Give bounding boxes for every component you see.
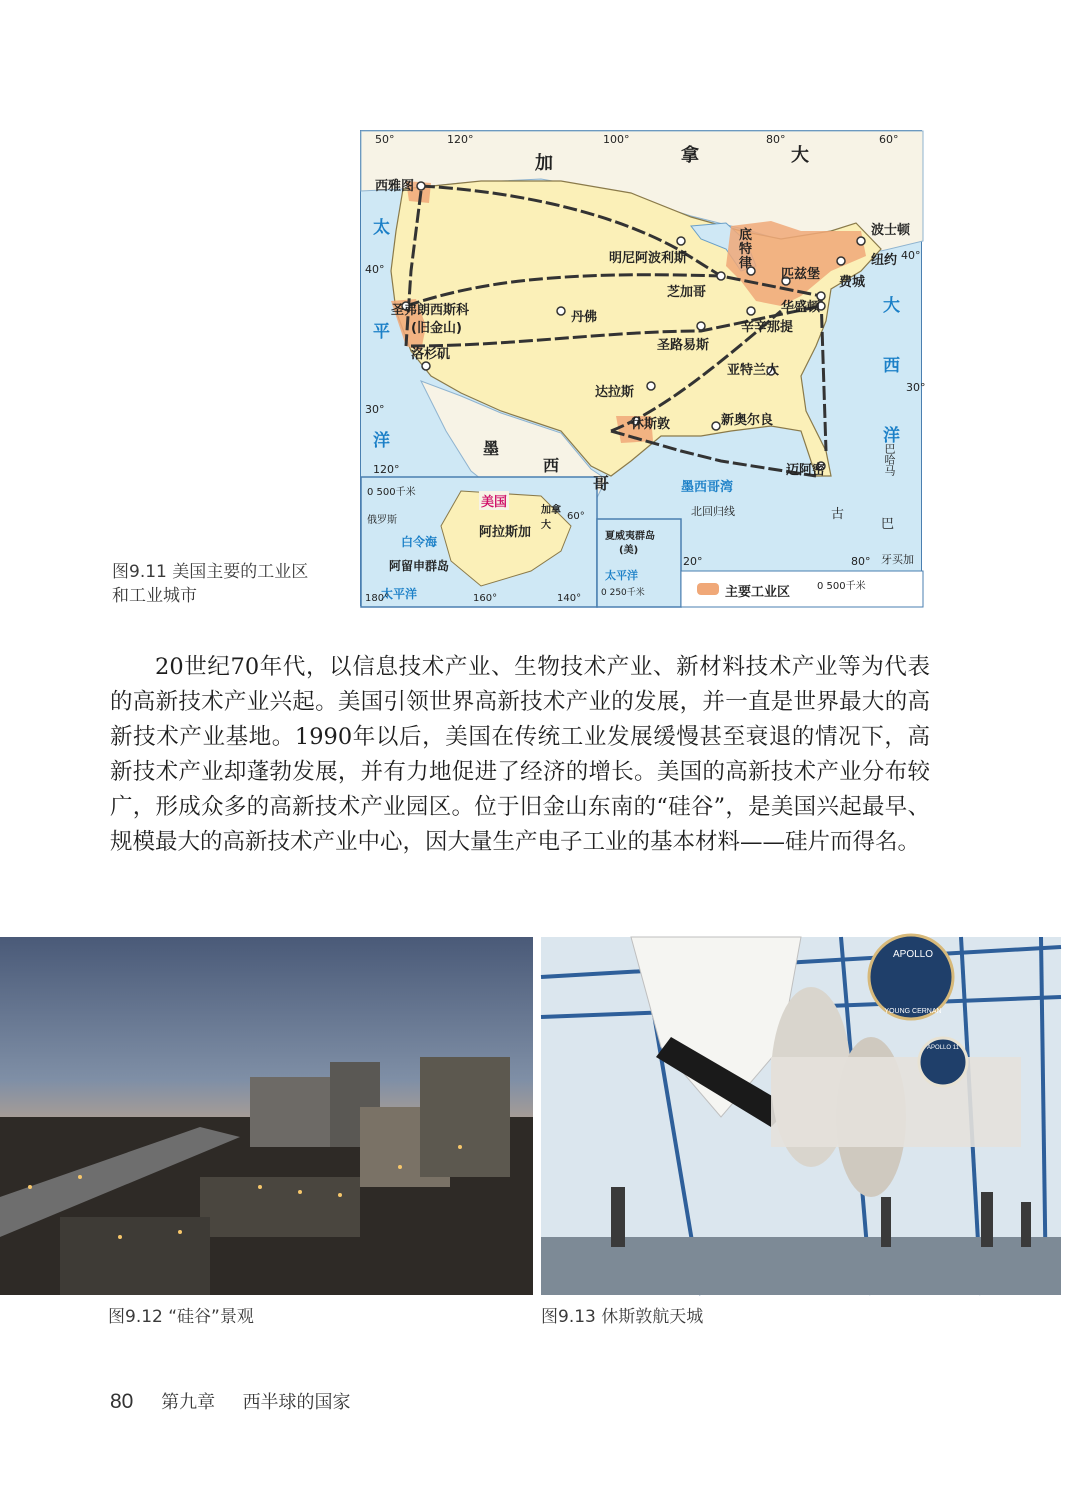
hawaii-pacific: 太平洋 — [605, 569, 638, 582]
map-caption — [112, 560, 352, 608]
city-miami: 迈阿密 — [786, 463, 826, 478]
country-canada-2: 拿 — [681, 145, 699, 166]
lat-label-40e: 40° — [901, 249, 921, 262]
city-newyork: 纽约 — [871, 253, 898, 268]
city-seattle: 西雅图 — [375, 179, 415, 194]
lat-label-120-left: 120° — [373, 463, 400, 476]
apollo-badge-names: YOUNG CERNAN — [884, 1008, 942, 1015]
chapter-title: 西半球的国家 — [242, 1392, 351, 1413]
scale-main: 0 500千米 — [367, 487, 416, 498]
silicon-valley-photo — [0, 937, 533, 1295]
mexico-label-3: 哥 — [593, 474, 610, 493]
mexico-label-2: 西 — [543, 456, 560, 475]
scale-hawaii: 0 250千米 — [601, 588, 645, 598]
alaska-label: 阿拉斯加 — [479, 525, 532, 540]
legend-scale: 0 500千米 — [817, 581, 866, 592]
hawaii-us: (美) — [619, 545, 639, 556]
bering-sea: 白令海 — [401, 535, 438, 549]
bahamas: 巴哈马 — [883, 443, 896, 476]
city-cincinnati: 辛辛那提 — [741, 320, 794, 335]
aleutian-islands: 阿留申群岛 — [389, 559, 450, 573]
jamaica: 牙买加 — [881, 553, 914, 566]
lon-label-60: 60° — [879, 133, 899, 146]
alaska-lon-140: 140° — [557, 593, 582, 604]
lat-label-30e: 30° — [906, 381, 926, 394]
ocean-atlantic-3: 洋 — [883, 426, 900, 446]
alaska-pacific: 太平洋 — [381, 587, 418, 601]
city-atlanta: 亚特兰大 — [727, 363, 780, 378]
alaska-usa-label: 美国 — [479, 491, 509, 510]
gulf-of-mexico: 墨西哥湾 — [681, 480, 734, 495]
map-caption-line1: 图9.11 美国主要的工业区 — [112, 562, 309, 582]
tropic-of-cancer: 北回归线 — [691, 505, 735, 518]
mexico-label-1: 墨 — [483, 439, 500, 458]
alaska-lon-180: 180° — [365, 593, 390, 604]
body-text — [110, 650, 930, 860]
apollo-11-text: APOLLO 11 — [927, 1045, 959, 1051]
lat-label-80-bottom: 80° — [851, 555, 871, 568]
hawaii-label: 夏威夷群岛 — [605, 531, 655, 542]
country-canada-1: 加 — [535, 153, 553, 174]
city-sanfrancisco: 圣弗朗西斯科 — [391, 303, 470, 318]
lon-label-80: 80° — [766, 133, 786, 146]
ocean-pacific-1: 太 — [373, 218, 390, 238]
silicon-valley-caption: 图9.12 “硅谷”景观 — [108, 1307, 254, 1327]
city-stlouis: 圣路易斯 — [657, 338, 710, 353]
cuba-2: 巴 — [881, 517, 895, 532]
legend-label: 主要工业区 — [725, 585, 791, 600]
city-neworleans: 新奥尔良 — [721, 413, 774, 428]
country-canada-3: 大 — [791, 145, 809, 166]
lon-label-100: 100° — [603, 133, 630, 146]
russia-label: 俄罗斯 — [367, 515, 397, 526]
lat-label-40w: 40° — [365, 263, 385, 276]
city-boston: 波士顿 — [871, 223, 911, 238]
alaska-lon-160: 160° — [473, 593, 498, 604]
map-caption-line2: 和工业城市 — [112, 586, 197, 606]
city-houston: 休斯敦 — [631, 417, 671, 432]
city-detroit: 底特律 — [739, 228, 753, 271]
ocean-pacific-2: 平 — [373, 322, 390, 342]
body-paragraph: 20世纪70年代，以信息技术产业、生物技术产业、新材料技术产业等为代表的高新技术产业兴起。美国引领世界高新技术产业的发展，并一直是世界最大的高新技术产业基地。1990年以后，美国在传统工业发展缓慢甚至衰退的情况下，高新技术产业却蓬勃发展，并有力地促进了经济的增长。美国的高新技术产业分布较广，形成众多的高新技术产业园区。位于旧金山东南的“硅谷”，是美国兴起最早、规模最大的高新技术产业中心，因大量生产电子工业的基本材料——硅片而得名。 — [110, 654, 930, 855]
ocean-atlantic-2: 西 — [883, 356, 900, 376]
city-pittsburgh: 匹兹堡 — [781, 267, 821, 282]
chapter-number: 第九章 — [161, 1392, 216, 1413]
city-dallas: 达拉斯 — [595, 385, 635, 400]
alaska-canada: 加拿大 — [541, 505, 561, 531]
city-washington: 华盛顿 — [781, 300, 821, 315]
city-sanfrancisco-alt: (旧金山) — [411, 321, 462, 336]
lat-label-30w: 30° — [365, 403, 385, 416]
lon-label-50: 50° — [375, 133, 395, 146]
houston-caption: 图9.13 休斯敦航天城 — [541, 1307, 704, 1327]
cuba-1: 古 — [831, 507, 845, 522]
lat-label-20: 20° — [683, 555, 703, 568]
silicon-valley-graphic — [0, 937, 533, 1295]
city-minneapolis: 明尼阿波利斯 — [609, 251, 688, 266]
ocean-pacific-3: 洋 — [373, 431, 390, 451]
city-losangeles: 洛杉矶 — [411, 347, 451, 362]
alaska-lat-60: 60° — [567, 511, 585, 522]
page-footer — [110, 1388, 351, 1414]
us-industry-map — [360, 130, 926, 606]
city-chicago: 芝加哥 — [667, 285, 707, 300]
houston-graphic — [541, 937, 1061, 1295]
lon-label-120: 120° — [447, 133, 474, 146]
ocean-atlantic-1: 大 — [883, 296, 900, 316]
apollo-badge-text: APOLLO — [892, 949, 934, 960]
city-philadelphia: 费城 — [839, 275, 866, 290]
houston-space-center-photo — [541, 937, 1061, 1295]
page-number: 80 — [110, 1390, 134, 1413]
city-denver: 丹佛 — [571, 310, 598, 325]
